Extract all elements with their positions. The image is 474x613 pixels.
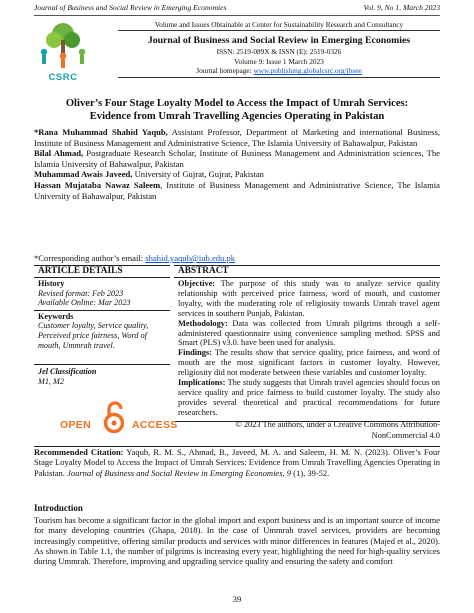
jel-codes: M1, M2 — [38, 376, 64, 386]
journal-masthead — [34, 20, 440, 90]
open-access-word-access: ACCESS — [132, 419, 178, 431]
objective-label: Objective: — [178, 279, 216, 288]
running-header — [34, 3, 440, 16]
license-notice — [212, 420, 440, 441]
author-name: Muhammad Awais Javeed, — [34, 169, 133, 180]
homepage-label: Journal homepage: — [196, 66, 254, 76]
author-entry — [34, 169, 440, 180]
keywords-label: Keywords — [38, 311, 74, 321]
keywords-line: Customer loyalty, Service quality, — [38, 321, 149, 331]
availability-line: Volume and Issues Obtainable at Center for Sustainability Research and Consultancy — [118, 20, 440, 31]
objective-text: The purpose of this study was to analyze service quality relationship with perceived price fairness, word of mouth, and customer loyalty, with the moderating role of religiosity towards Umrah travel agent services in southern Punjab, Pakistan. — [178, 279, 440, 318]
findings-label: Findings: — [178, 348, 212, 358]
abstract-body — [174, 278, 440, 418]
csrc-logo-text: CSRC — [48, 72, 78, 83]
running-header-volume: Vol. 9, No 1, March 2023 — [363, 3, 440, 12]
author-list — [34, 127, 440, 201]
open-lock-icon — [101, 401, 127, 433]
author-affiliation: Postgraduate Research Scholar, Institute of Business Management and Administration sciences, The Islamia University of Bahawalpur, Pakistan — [34, 148, 440, 169]
author-entry — [34, 148, 440, 169]
author-affiliation: , Institute of Business Management and Administrative Science, The Islamia University of Bahawalpur, Pakistan — [34, 179, 440, 201]
history-label: History — [38, 279, 65, 288]
author-affiliation: University of Gujrat, Gujrat, Pakistan — [132, 169, 264, 180]
jel-block — [34, 365, 170, 386]
volume-line: Volume 9: Issue 1 March 2023 — [234, 56, 324, 66]
recommended-citation — [34, 447, 440, 478]
methodology-text: Data was collected from Umrah pilgrims through a self-administered questionnaire using convenience sampling method. SPSS and Smart (PLS) v3.0. have been used for analysis. — [178, 318, 440, 348]
author-name: Bilal Ahmad, — [34, 148, 84, 159]
introduction-text: Tourism has become a significant factor in the global import and export business and is an important source of income for many developing countries (Ghapa, 2018). In the case of Ummrah travel services, providers are becoming increasingly competitive, offering similar products and services with minor differences in features (Majed et al., 2020). As shown in Table 1.1, the number of pilgrims is increasing every year, highlighting the need for high-quality services during Ummrah. Therefore, improving and upgrading service quality and ensuring the safety and comfort — [34, 515, 440, 567]
author-entry — [34, 127, 440, 148]
abstract-objective — [178, 279, 440, 319]
findings-text: The results show that service quality, price fairness, and word of mouth are the most significant factors in customer loyalty. However, religiosity did not moderate between these variables and customer loyalty. — [178, 348, 440, 378]
citation-text: Yaqub, R. M. S., Ahmad, B., Javeed, M. A. and Saleem, H. M. N. (2023). Oliver’s Four Stage Loyalty Model to Access the Impact of Umrah Services: Evidence from Umrah Travelling Agencies Operating in Pakistan. — [34, 447, 441, 478]
author-affiliation: Assistant Professor, Department of Marketing and international Business, Institute of Business Management and Administrative Science, The Islamia University of Bahawalpur, Pakistan — [34, 127, 440, 148]
license-line-1: © 2023 The authors, under a Creative Commons Attribution- — [235, 420, 440, 429]
citation-label: Recommended Citation: — [34, 447, 124, 457]
citation-journal: Journal of Business and Social Review in Emerging Economies, 9 — [67, 467, 292, 478]
abstract-methodology — [178, 319, 440, 349]
open-access-word-open: OPEN — [60, 419, 91, 431]
corresponding-author — [34, 253, 235, 263]
issn-line: ISSN: 2519-089X & ISSN (E): 2519-0326 — [216, 47, 342, 57]
implications-text: The study suggests that Umrah travel agencies should focus on service quality and price fairness to build customer loyalty. The study also provides several theoretical and practical recommendations for future researchers. — [178, 378, 440, 417]
implications-label: Implications: — [178, 378, 226, 388]
introduction-heading: Introduction — [34, 503, 83, 513]
running-header-journal: Journal of Business and Social Review in Emerging Economies — [34, 3, 227, 12]
author-name: *Rana Muhammad Shahid Yaqub, — [34, 127, 168, 137]
page-number: 39 — [232, 594, 242, 604]
author-name: Hassan Mujataba Nawaz Saleem — [34, 179, 161, 190]
abstract-heading: ABSTRACT — [174, 265, 440, 278]
homepage-line — [118, 66, 440, 77]
article-title — [34, 97, 440, 123]
homepage-link[interactable]: www.publishing.globalcsrc.org/jbsee — [253, 66, 362, 76]
open-access-badge — [60, 401, 178, 437]
corresponding-label: *Corresponding author’s email: — [34, 253, 146, 263]
article-details-column — [34, 265, 170, 386]
history-block — [34, 278, 170, 308]
citation-tail: (1), 39-52. — [291, 467, 330, 478]
article-title-line-2: Evidence from Umrah Travelling Agencies Operating in Pakistan — [89, 111, 385, 122]
abstract-findings — [178, 348, 440, 378]
journal-info — [118, 20, 440, 88]
abstract-column — [174, 265, 440, 422]
abstract-implications — [178, 378, 440, 418]
keywords-line: Perceived price fairness, Word of mouth, Ummrah travel. — [38, 330, 147, 350]
corresponding-email-link[interactable]: shahid.yaqub@iub.edu.pk — [145, 253, 236, 263]
article-details-heading: ARTICLE DETAILS — [34, 265, 170, 278]
author-entry — [34, 180, 440, 201]
methodology-label: Methodology: — [178, 318, 228, 328]
keywords-block — [34, 311, 170, 350]
journal-title: Journal of Business and Social Review in Emerging Economies — [147, 35, 411, 47]
revised-date: Revised format: Feb 2023 — [38, 288, 124, 298]
article-title-line-1: Oliver’s Four Stage Loyalty Model to Access the Impact of Umrah Services: — [65, 98, 409, 109]
jel-label: Jel Classification — [38, 367, 97, 377]
license-line-2: NonCommercial 4.0 — [371, 430, 440, 440]
available-date: Available Online: Mar 2023 — [38, 298, 131, 308]
